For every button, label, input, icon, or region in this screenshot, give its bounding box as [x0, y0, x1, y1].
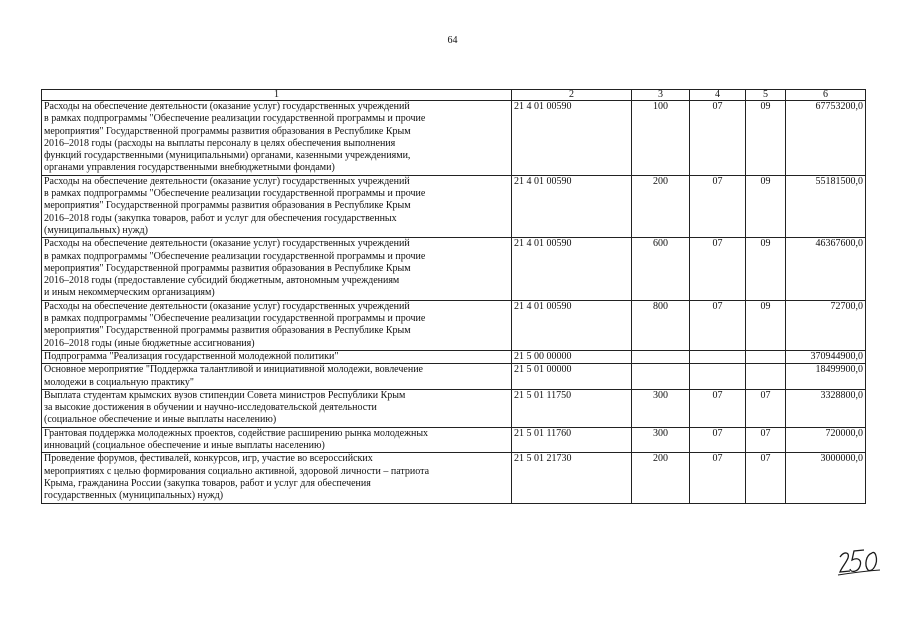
expense-type-code	[632, 364, 690, 390]
expense-type-code: 800	[632, 300, 690, 350]
target-article-code: 21 5 01 11760	[512, 427, 632, 453]
expense-type-code: 100	[632, 101, 690, 176]
expense-type-code: 200	[632, 453, 690, 503]
page-number: 64	[447, 35, 458, 46]
column-header: 5	[746, 90, 786, 101]
row-description: Расходы на обеспечение деятельности (оказание услуг) государственных учреждений в рамках подпрограммы "Обеспечение реализации государственной программы и прочие мероприятия" Государственной программы развития образования в Республике Крым 2016–2018 годы (предоставление субсидий бюджетным, автономным учреждениям и иным некоммерческим организациям)	[42, 238, 512, 300]
row-description: Проведение форумов, фестивалей, конкурсов, игр, участие во всероссийских мероприятиях с целью формирования социально активной, здоровой личности – патриота Крыма, гражданина России (закупка товаров, работ и услуг для обеспечения государственных (муниципальных) нужд)	[42, 453, 512, 503]
table-row	[42, 350, 866, 363]
table-row	[42, 238, 866, 300]
column-header: 3	[632, 90, 690, 101]
section-code: 07	[690, 389, 746, 427]
column-header: 4	[690, 90, 746, 101]
expense-type-code	[632, 350, 690, 363]
table-row	[42, 364, 866, 390]
target-article-code: 21 5 01 21730	[512, 453, 632, 503]
amount: 3328800,0	[786, 389, 866, 427]
table-header-row	[42, 90, 866, 101]
amount: 720000,0	[786, 427, 866, 453]
row-description: Расходы на обеспечение деятельности (оказание услуг) государственных учреждений в рамках подпрограммы "Обеспечение реализации государственной программы и прочие мероприятия" Государственной программы развития образования в Республике Крым 2016–2018 годы (расходы на выплаты персоналу в целях обеспечения выполнения функций государственными (муниципальными) органами, казенными учреждениями, органами управления государственными внебюджетными фондами)	[42, 101, 512, 176]
subsection-code	[746, 364, 786, 390]
row-description: Подпрограмма "Реализация государственной молодежной политики"	[42, 350, 512, 363]
table-row	[42, 389, 866, 427]
amount: 18499900,0	[786, 364, 866, 390]
table-row	[42, 427, 866, 453]
target-article-code: 21 5 00 00000	[512, 350, 632, 363]
column-header: 1	[42, 90, 512, 101]
target-article-code: 21 4 01 00590	[512, 300, 632, 350]
row-description: Грантовая поддержка молодежных проектов, содействие расширению рынка молодежных инноваций (социальное обеспечение и иные выплаты населению)	[42, 427, 512, 453]
expense-type-code: 300	[632, 427, 690, 453]
row-description: Расходы на обеспечение деятельности (оказание услуг) государственных учреждений в рамках подпрограммы "Обеспечение реализации государственной программы и прочие мероприятия" Государственной программы развития образования в Республике Крым 2016–2018 годы (иные бюджетные ассигнования)	[42, 300, 512, 350]
row-description: Основное мероприятие "Поддержка талантливой и инициативной молодежи, вовлечение молодежи в социальную практику"	[42, 364, 512, 390]
row-description: Выплата студентам крымских вузов стипендии Совета министров Республики Крым за высокие достижения в обучении и научно-исследовательской деятельности (социальное обеспечение и иные выплаты населению)	[42, 389, 512, 427]
amount: 46367600,0	[786, 238, 866, 300]
section-code	[690, 350, 746, 363]
row-description: Расходы на обеспечение деятельности (оказание услуг) государственных учреждений в рамках подпрограммы "Обеспечение реализации государственной программы и прочие мероприятия" Государственной программы развития образования в Республике Крым 2016–2018 годы (закупка товаров, работ и услуг для обеспечения государственных (муниципальных) нужд)	[42, 175, 512, 237]
target-article-code: 21 5 01 00000	[512, 364, 632, 390]
subsection-code: 09	[746, 238, 786, 300]
expense-type-code: 600	[632, 238, 690, 300]
subsection-code: 07	[746, 453, 786, 503]
column-header: 6	[786, 90, 866, 101]
target-article-code: 21 4 01 00590	[512, 101, 632, 176]
amount: 370944900,0	[786, 350, 866, 363]
table-row	[42, 300, 866, 350]
section-code: 07	[690, 175, 746, 237]
subsection-code: 09	[746, 300, 786, 350]
table-row	[42, 101, 866, 176]
section-code: 07	[690, 427, 746, 453]
subsection-code: 09	[746, 175, 786, 237]
handwritten-signature-icon	[836, 545, 882, 577]
budget-table	[41, 89, 866, 504]
table-row	[42, 175, 866, 237]
section-code: 07	[690, 238, 746, 300]
column-header: 2	[512, 90, 632, 101]
subsection-code: 07	[746, 389, 786, 427]
subsection-code	[746, 350, 786, 363]
expense-type-code: 200	[632, 175, 690, 237]
table-row	[42, 453, 866, 503]
target-article-code: 21 4 01 00590	[512, 175, 632, 237]
subsection-code: 09	[746, 101, 786, 176]
subsection-code: 07	[746, 427, 786, 453]
section-code: 07	[690, 300, 746, 350]
section-code	[690, 364, 746, 390]
target-article-code: 21 5 01 11750	[512, 389, 632, 427]
section-code: 07	[690, 101, 746, 176]
section-code: 07	[690, 453, 746, 503]
target-article-code: 21 4 01 00590	[512, 238, 632, 300]
amount: 72700,0	[786, 300, 866, 350]
expense-type-code: 300	[632, 389, 690, 427]
amount: 55181500,0	[786, 175, 866, 237]
amount: 67753200,0	[786, 101, 866, 176]
amount: 3000000,0	[786, 453, 866, 503]
